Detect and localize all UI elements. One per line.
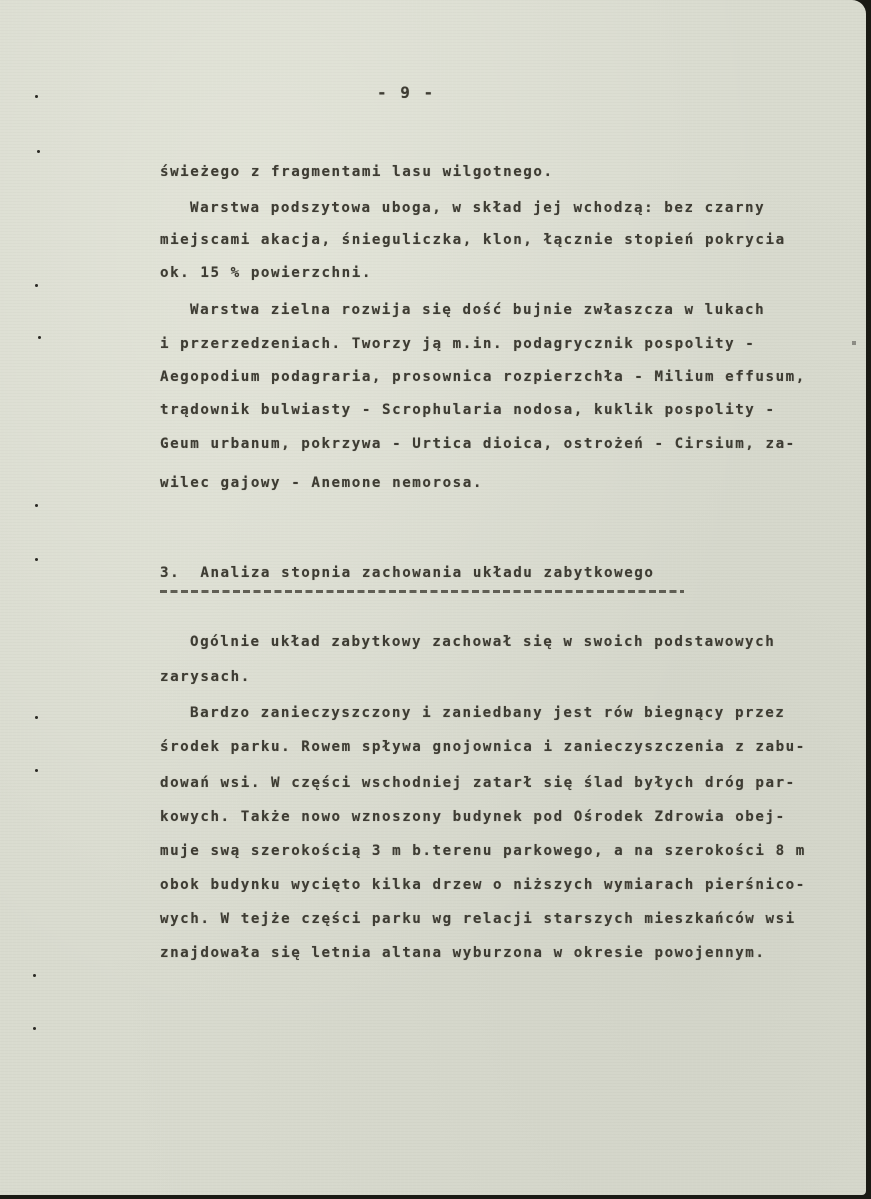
text-line: i przerzedzeniach. Tworzy ją m.in. podagrycznik pospolity - <box>160 336 756 352</box>
punch-mark <box>37 150 40 153</box>
text-line: muje swą szerokością 3 m b.terenu parkowego, a na szerokości 8 m <box>160 843 806 859</box>
text-line: znajdowała się letnia altana wyburzona w okresie powojennym. <box>160 945 766 961</box>
text-line: wilec gajowy - Anemone nemorosa. <box>160 475 483 491</box>
punch-mark <box>35 716 38 719</box>
text-line: Bardzo zanieczyszczony i zaniedbany jest rów biegnący przez <box>190 705 786 721</box>
page-number: - 9 - <box>377 83 436 102</box>
text-line: świeżego z fragmentami lasu wilgotnego. <box>160 164 554 180</box>
text-line: Ogólnie układ zabytkowy zachował się w swoich podstawowych <box>190 634 776 650</box>
stray-mark <box>852 341 856 345</box>
text-line: Warstwa zielna rozwija się dość bujnie zwłaszcza w lukach <box>190 302 766 318</box>
punch-mark <box>38 336 41 339</box>
punch-mark <box>35 769 38 772</box>
text-line: kowych. Także nowo wznoszony budynek pod Ośrodek Zdrowia obej- <box>160 809 786 825</box>
text-line: zarysach. <box>160 669 251 685</box>
punch-mark <box>35 284 38 287</box>
punch-mark <box>33 974 36 977</box>
text-line: ok. 15 % powierzchni. <box>160 265 372 281</box>
text-line: dowań wsi. W części wschodniej zatarł się ślad byłych dróg par- <box>160 775 796 791</box>
text-line: Geum urbanum, pokrzywa - Urtica dioica, ostrożeń - Cirsium, za- <box>160 436 796 452</box>
text-line: Warstwa podszytowa uboga, w skład jej wchodzą: bez czarny <box>190 200 766 216</box>
punch-mark <box>33 1027 36 1030</box>
punch-mark <box>35 95 38 98</box>
text-line: miejscami akacja, śnieguliczka, klon, łącznie stopień pokrycia <box>160 232 786 248</box>
text-line: wych. W tejże części parku wg relacji starszych mieszkańców wsi <box>160 911 796 927</box>
text-line: obok budynku wycięto kilka drzew o niższych wymiarach pierśnico- <box>160 877 806 893</box>
text-line: środek parku. Rowem spływa gnojownica i zanieczyszczenia z zabu- <box>160 739 806 755</box>
section-heading: 3. Analiza stopnia zachowania układu zabytkowego <box>160 565 655 581</box>
punch-mark <box>35 504 38 507</box>
text-line: Aegopodium podagraria, prosownica rozpierzchła - Milium effusum, <box>160 369 806 385</box>
punch-mark <box>35 558 38 561</box>
text-line: trądownik bulwiasty - Scrophularia nodosa, kuklik pospolity - <box>160 402 776 418</box>
heading-dashed-underline <box>160 590 684 593</box>
